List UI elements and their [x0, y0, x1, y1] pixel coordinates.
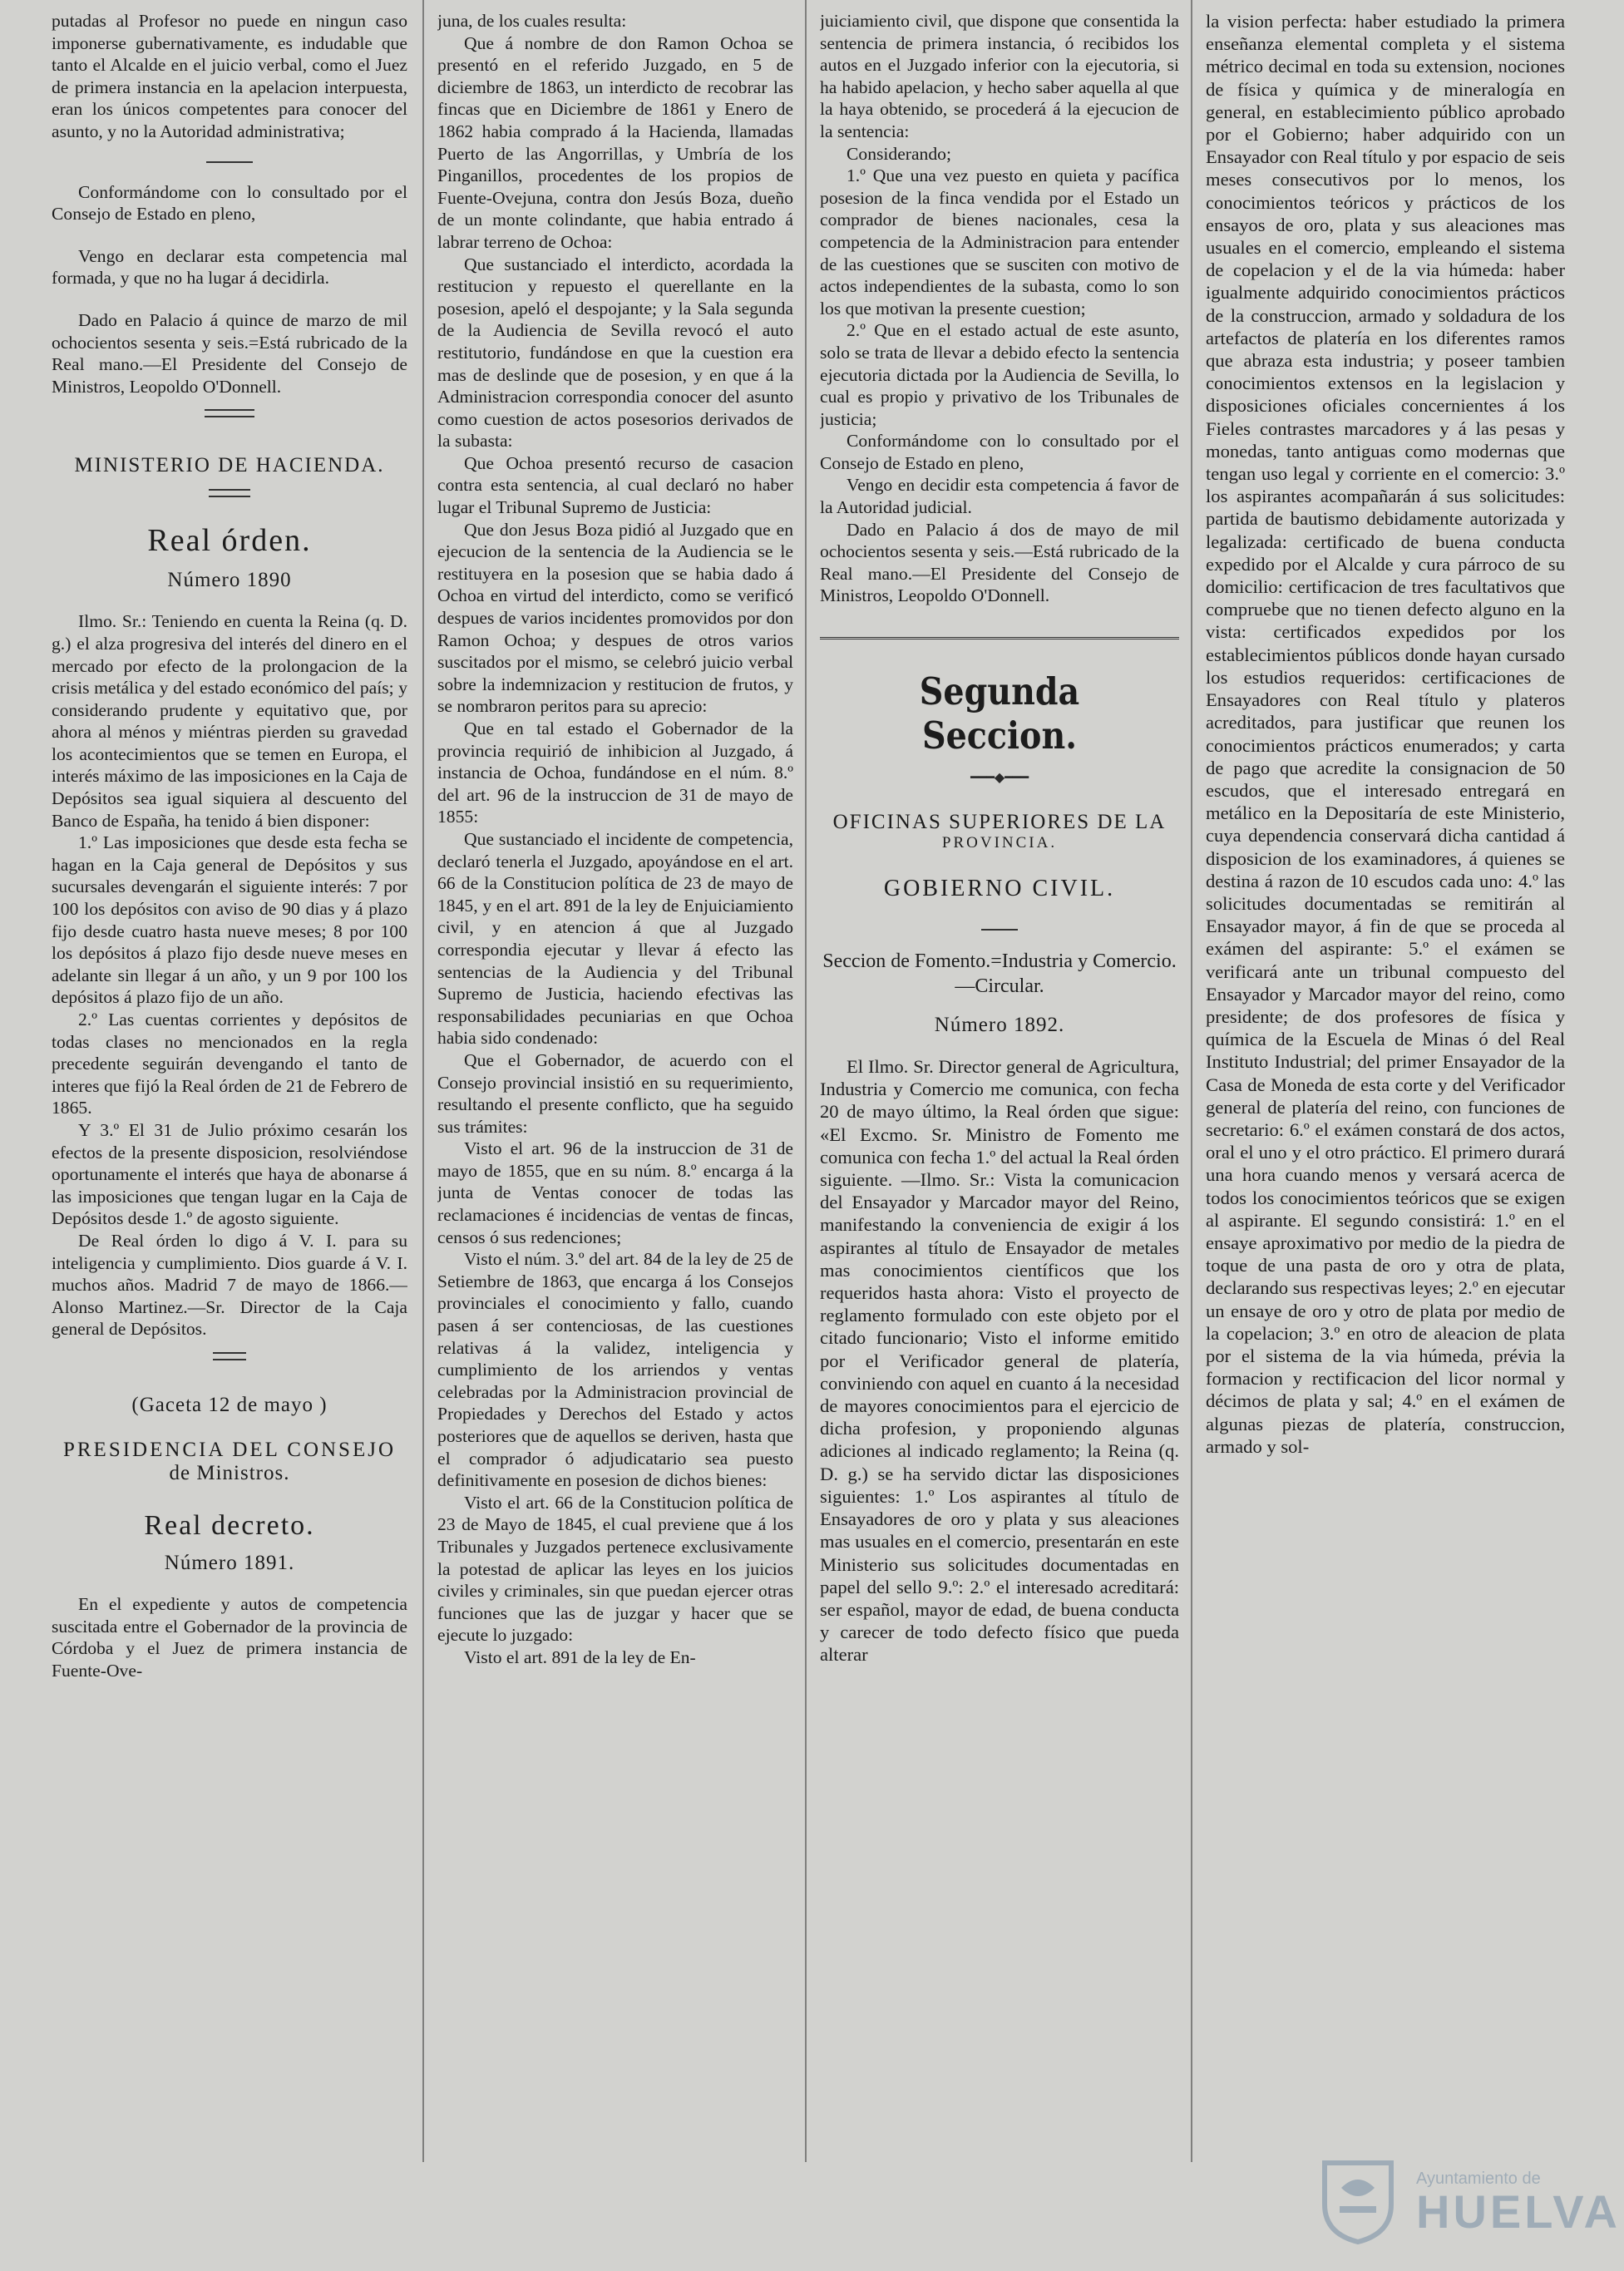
- separator-rule: [206, 161, 253, 163]
- paragraph: Vengo en declarar esta competencia mal formada, y que no ha lugar á decidirla.: [52, 245, 407, 289]
- watermark-small-text: Ayuntamiento de: [1416, 2170, 1541, 2188]
- double-rule-ornament: [209, 489, 250, 497]
- paragraph: Que á nombre de don Ramon Ochoa se presentó en el referido Juzgado, en 5 de diciembre de 1863, un interdicto de recobrar las fincas que en Diciembre de 1861 y Enero de 1862 habia comprado á la Hacienda, llamadas Puerto de las Angorrillas, y Umbría de los Pinganillos, procedentes de los propios de Fuente-Ovejuna, contra don Jesús Boza, dueño de un monte colindante, que habia entrado á labrar terreno de Ochoa:: [437, 32, 793, 252]
- paragraph: 1.º Que una vez puesto en quieta y pacífica posesion de la finca vendida por el Estado un comprador de bienes nacionales, cesa la competencia de la Administracion para entender de las cuestiones que se susciten con motivo de actos independientes de la subasta, como lo son los que motivan la presente cuestion;: [820, 165, 1179, 318]
- paragraph: Que en tal estado el Gobernador de la provincia requirió de inhibicion al Juzgado, á instancia de Ochoa, fundándose en el núm. 8.º del art. 96 de la instruccion de 31 de mayo de 1855:: [437, 718, 793, 827]
- column-rule: [805, 0, 807, 2162]
- coat-of-arms-icon: [1316, 2155, 1399, 2246]
- paragraph: Dado en Palacio á dos de mayo de mil ochocientos sesenta y seis.—Está rubricado de la Real mano.—El Presidente del Consejo de Ministros, Leopoldo O'Donnell.: [820, 519, 1179, 606]
- subsection-heading: Seccion de Fomento.=Industria y Comercio.—Circular.: [822, 950, 1177, 998]
- paragraph: Considerando;: [847, 143, 951, 164]
- section-heading: Segunda Seccion.: [919, 669, 1080, 758]
- paragraph: juiciamiento civil, que dispone que consentida la sentencia de primera instancia, ó recibidos los autos en el Juzgado inferior con la ejecutoria, si ha habido apelacion, y hecho saber aquella al que la haya obtenido, se procederá á la ejecucion de la sentencia:: [820, 11, 1179, 141]
- paragraph: Visto el núm. 3.º del art. 84 de la ley de 25 de Setiembre de 1863, que encarga á los Consejos provinciales el conocimiento y fallo, cuando pasen á ser contenciosas, de las cuestiones relativas á la validez, inteligencia y cumplimiento de los arriendos y ventas celebradas por la Administracion provincial de Propiedades y Derechos del Estado y actos posteriores que de aquellos se deriven, hasta que el comprador ó adjudicatario sea puesto definitivamente en posesion de dichos bienes:: [437, 1249, 793, 1491]
- paragraph: Conformándome con lo consultado por el Consejo de Estado en pleno,: [52, 181, 407, 225]
- paragraph: Vengo en decidir esta competencia á favor de la Autoridad judicial.: [820, 475, 1179, 518]
- paragraph: 2.º Que en el estado actual de este asunto, solo se trata de llevar a debido efecto la sentencia ejecutoria dictada por la Audiencia de Sevilla, lo cual es propio y privativo de los Tribunales de justicia;: [820, 320, 1179, 429]
- paragraph: Ilmo. Sr.: Teniendo en cuenta la Reina (q. D. g.) el alza progresiva del interés del dinero en el mercado por efecto de la prolongacion de la crisis metálica y del estado económico del país; y considerando prudente y equitativo que, por ahora al ménos y miéntras pierden su gravedad los acontecimientos que se temen en Europa, el interés máximo de las imposiciones en la Caja de Depósitos sea igual siquiera al descuento del Banco de España, ha tenido á bien disponer:: [52, 611, 407, 831]
- column-rule: [1191, 0, 1192, 2162]
- paragraph: 2.º Las cuentas corrientes y depósitos de todas clases no mencionados en la regla precedente seguirán devengando el tanto de interes que fijó la Real órden de 21 de Febrero de 1865.: [52, 1010, 407, 1118]
- paragraph: Que sustanciado el incidente de competencia, declaró tenerla el Juzgado, apoyándose en el art. 66 de la Constitucion política de 23 de mayo de 1845, y en el art. 891 de la ley de Enjuiciamiento civil, y en atencion á que al Juzgado correspondia ejecutar y llevar á efecto las sentencias de la Audiencia y del Tribunal Supremo de Justicia, haciendo efectivas las responsabilidades pecuniarias en que Ochoa habia sido condenado:: [437, 828, 793, 1049]
- paragraph: 1.º Las imposiciones que desde esta fecha se hagan en la Caja general de Depósitos y sus sucursales devengarán el siguiente interés: 7 por 100 los depósitos con aviso de 90 dias y á plazo fijo desde cuatro hasta nueve meses; 8 por 100 los depósitos á plazo fijo desde nueve meses en adelante sin llegar á un año, y un 9 por 100 los depósitos á plazo fijo de un año.: [52, 832, 407, 1008]
- paragraph: Que don Jesus Boza pidió al Juzgado que en ejecucion de la sentencia de la Audiencia se le restituyera en la posesion que se habia dado á Ochoa en virtud del interdicto, como se verificó despues de varios incidentes promovidos por don Ramon Ochoa; y despues de otros varios suscitados por el mismo, se celebró juicio verbal sobre la indemnizacion y restitucion de frutos, y se nombraron peritos para su aprecio:: [437, 519, 793, 717]
- offices-subheading: PROVINCIA.: [941, 834, 1058, 852]
- column-3: [820, 0, 1179, 2179]
- paragraph: Que Ochoa presentó recurso de casacion contra esta sentencia, al cual declaró no haber lugar el Tribunal Supremo de Justicia:: [437, 452, 793, 518]
- separator-rule: [981, 929, 1018, 931]
- column-rule: [422, 0, 424, 2162]
- paragraph: Dado en Palacio á quince de marzo de mil ochocientos sesenta y seis.=Está rubricado de la Real mano.—El Presidente del Consejo de Ministros, Leopoldo O'Donnell.: [52, 309, 407, 397]
- circular-number: Número 1892.: [934, 1014, 1065, 1037]
- double-rule-ornament: [213, 1352, 246, 1360]
- paragraph: Visto el art. 66 de la Constitucion política de 23 de Mayo de 1845, el cual previene que á los Tribunales y Juzgados pertenece exclusivamente la potestad de aplicar las leyes en los juicios civiles y criminales, sin que puedan ejercer otras funciones que las de juzgar y hacer que se ejecute lo juzgado:: [437, 1492, 793, 1646]
- paragraph: El Ilmo. Sr. Director general de Agricultura, Industria y Comercio me comunica, con fecha 20 de mayo último, la Real órden que sigue: «El Excmo. Sr. Ministro de Fomento me comunica con fecha 1.º del actual la Real órden siguiente. —Ilmo. Sr.: Vista la comunicacion del Ensayador y Marcador mayor del Reino, manifestando la conveniencia de exigir á los aspirantes al título de Ensayador de metales mas conocimientos científicos que los requeridos hasta ahora: Visto el proyecto de reglamento formulado con este objeto por el citado funcionario; Visto el informe emitido por el Verificador general de platería, conviniendo con aquel en cuanto á la necesidad de mayores conocimientos para el ejercicio de dicha profesion, y proponiendo algunas adiciones al indicado reglamento; la Reina (q. D. g.) se ha servido dictar las disposiciones siguientes: 1.º Los aspirantes al título de Ensayadores de oro y plata y sus aleaciones mas usuales en el comercio, presentarán en este Ministerio sus solicitudes documentadas en papel del sello 9.º: 2.º el interesado acreditará: ser español, mayor de edad, de buena conducta y carecer de todo defecto físico que pueda alterar: [820, 1056, 1179, 1666]
- offices-heading: OFICINAS SUPERIORES DE LA: [832, 811, 1167, 834]
- paragraph: la vision perfecta: haber estudiado la primera enseñanza elemental completa y el sistema métrico decimal en toda su extension, nociones de física y química y de mineralogía en general, en establecimiento público aprobado por el Gobierno; haber adquirido con un Ensayador con Real título y por espacio de seis meses consecutivos por lo menos, los conocimientos teóricos y prácticos de los ensayos de oro, plata y sus aleaciones mas usuales en el comercio, empleando el sistema de copelacion y el de la via húmeda: haber igualmente adquirido conocimientos prácticos de la construccion, armado y soldadura de los artefactos de platería en los diferentes ramos que abraza esta industria; y poseer tambien conocimientos extensos en la legislacion y disposiciones oficiales concernientes á los Fieles contrastes marcadores y á las pesas y monedas, tanto antiguas como modernas que tengan uso legal y corriente en el comercio: 3.º los aspirantes acompañarán á sus solicitudes: partida de bautismo debidamente autorizada y legalizada: certificado de buena conducta expedido por el Alcalde y cura párroco de su domicilio: certificacion de tres facultativos que compruebe que no tienen defecto alguno en la vista: certificados expedidos por los establecimientos públicos donde hayan cursado los estudios requeridos: certificaciones de Ensayadores con Real título y plateros acreditados, para justificar que reunen los conocimientos prácticos enumerados; y carta de pago que acredite la consignacion de 50 escudos, que el interesado entregará en metálico en la Depositaría de este Ministerio, cuya dependencia conservará dicha cantidad á disposicion de los examinadores, á quienes se destina á razon de 10 escudos cada uno: 4.º las solicitudes documentadas se remitirán al Ensayador mayor, á fin de que se proceda al exámen del aspirante: 5.º el exámen se verificará ante un tribunal compuesto del Ensayador y Marcador mayor del reino, como presidente; de dos profesores de física y química de la Escuela de Minas ó del Real Instituto Industrial; del primer Ensayador de la Casa de Moneda de esta corte y del Verificador general de platería del reino, con funciones de secretario: 6.º el exámen constará de dos actos, oral el uno y el otro práctico. El primero durará una hora cuando menos y versará acerca de todos los conocimientos teóricos que se exigen al aspirante. El segundo consistirá: 1.º en el ensaye aproximativo por medio de la piedra de toque de una pasta de oro y otra de plata, declarando sus respectivas leyes; 2.º en ejecutar un ensaye de oro y otro de plata por medio de la copelacion; 3.º en otro de aleacion de plata por el sistema de la via húmeda, prévia la formacion y rectificacion del licor normal y décimos de plata y sal; 4.º en el exámen de algunas piezas de platería, construccion, armado y sol-: [1206, 11, 1565, 1457]
- paragraph: De Real órden lo digo á V. I. para su inteligencia y cumplimiento. Dios guarde á V. I. muchos años. Madrid 7 de mayo de 1866.—Alonso Martinez.—Sr. Director de la Caja general de Depósitos.: [52, 1230, 407, 1340]
- paragraph: juna, de los cuales resulta:: [437, 11, 627, 31]
- column-2: [437, 0, 793, 2179]
- paragraph: Que el Gobernador, de acuerdo con el Consejo provincial insistió en su requerimiento, resultando el presente conflicto, que ha seguido sus trámites:: [437, 1049, 793, 1137]
- watermark-text: [1416, 2170, 1621, 2238]
- archive-watermark: [1316, 2155, 1621, 2246]
- paragraph: putadas al Profesor no puede en ningun caso imponerse gubernativamente, es indudable que tanto el Alcalde en el juicio verbal, como el Juez de primera instancia en la apelacion interpuesta, eran los únicos competentes para conocer del asunto, y no la Autoridad administrativa;: [52, 11, 407, 141]
- watermark-big-text: HUELVA: [1416, 2185, 1621, 2238]
- decree-title: Real decreto.: [144, 1509, 315, 1541]
- column-1: [52, 0, 407, 2179]
- presidency-subheading: de Ministros.: [169, 1461, 290, 1484]
- decree-number: Número 1891.: [164, 1551, 295, 1574]
- double-rule-ornament: [205, 409, 254, 417]
- column-4: [1206, 0, 1565, 2179]
- diamond-ornament: ━━━◆━━━: [970, 771, 1029, 786]
- paragraph: Que sustanciado el interdicto, acordada la restitucion y repuesto el querellante en la posesion, apeló el despojante; y la Sala segunda de la Audiencia de Sevilla revocó el auto restitutorio, fundándose en que la cuestion era mas de deslinde que de posesion, y en que á la Administracion correspondia conocer del asunto como cuestion de actos posesorios derivados de la subasta:: [437, 254, 793, 452]
- decree-title: Real órden.: [147, 523, 312, 559]
- paragraph: Visto el art. 96 de la instruccion de 31 de mayo de 1855, que en su núm. 8.º encarga á la junta de Ventas conocer de todas las reclamaciones é incidencias de ventas de fincas, censos ó sus redenciones;: [437, 1138, 793, 1247]
- paragraph: Visto el art. 891 de la ley de En-: [464, 1646, 696, 1667]
- gazette-reference: (Gaceta 12 de mayo ): [131, 1393, 328, 1416]
- presidency-heading: PRESIDENCIA DEL CONSEJO: [62, 1438, 397, 1461]
- second-section: [820, 637, 1179, 1666]
- paragraph: En el expediente y autos de competencia suscitada entre el Gobernador de la provincia de Córdoba y el Juez de primera instancia de Fuente-Ove-: [52, 1593, 407, 1681]
- paragraph: Y 3.º El 31 de Julio próximo cesarán los efectos de la presente disposicion, resolviéndose oportunamente el interés que haya de abonarse á las imposiciones que tengan lugar en la Caja de Depósitos desde 1.º de agosto siguiente.: [52, 1119, 407, 1229]
- ministry-heading: MINISTERIO DE HACIENDA.: [74, 454, 385, 477]
- paragraph: Conformándome con lo consultado por el Consejo de Estado en pleno,: [820, 431, 1179, 473]
- decree-number: Número 1890: [167, 569, 292, 592]
- government-heading: GOBIERNO CIVIL.: [883, 876, 1116, 902]
